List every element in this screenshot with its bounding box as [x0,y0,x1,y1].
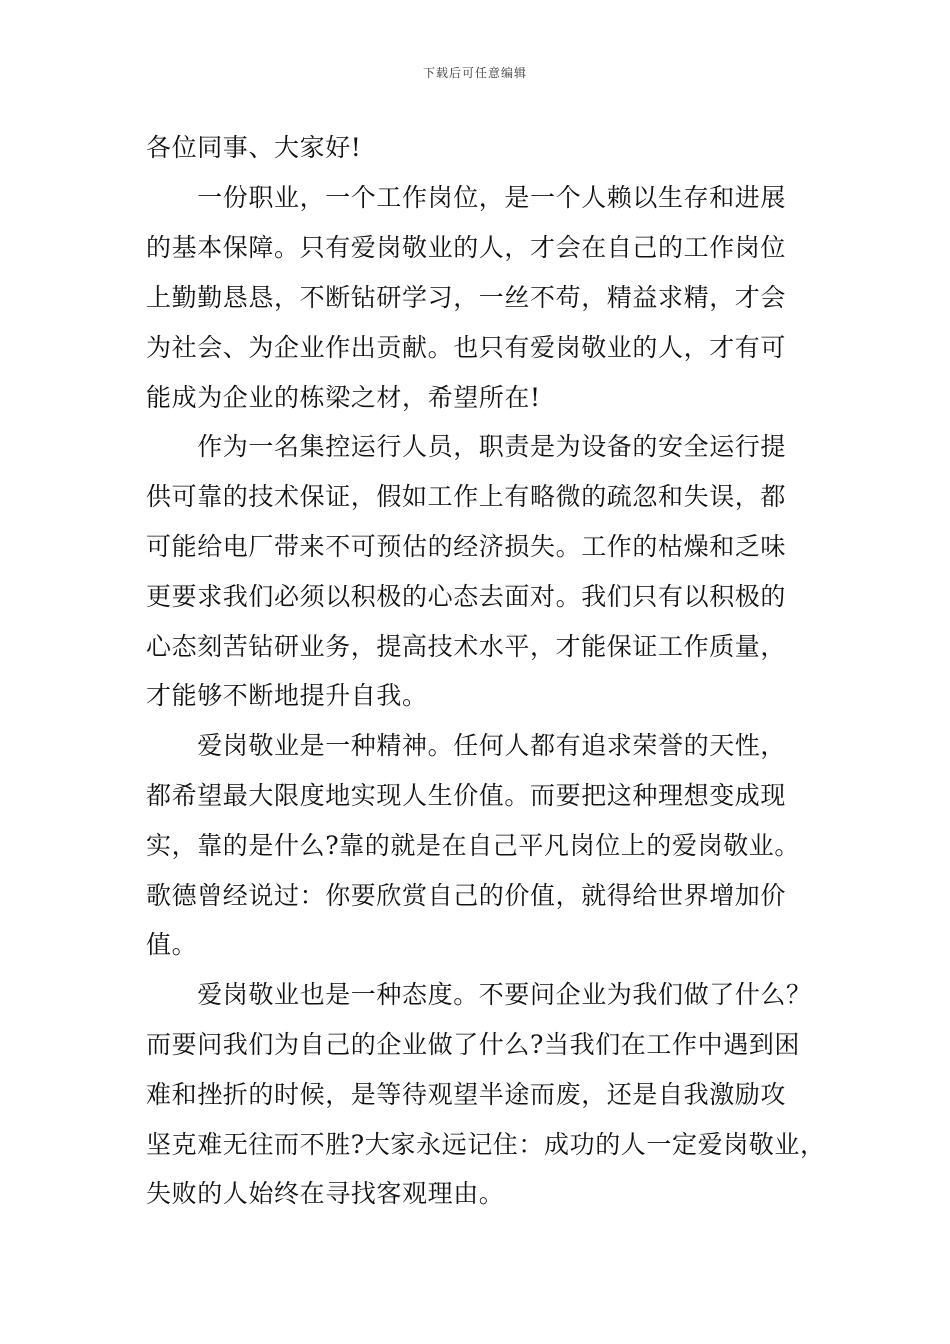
text-line: 而要问我们为自己的企业做了什么?当我们在工作中遇到困 [146,1030,801,1059]
text-line: 爱岗敬业是一种精神。任何人都有追求荣誉的天性， [146,731,787,760]
text-line: 实，靠的是什么?靠的就是在自己平凡岗位上的爱岗敬业。 [146,831,801,860]
text-line: 上勤勤恳恳，不断钻研学习，一丝不苟，精益求精，才会 [146,283,787,312]
text-line: 一份职业，一个工作岗位，是一个人赖以生存和进展 [146,183,787,212]
text-line: 为社会、为企业作出贡献。也只有爱岗敬业的人，才有可 [146,333,787,362]
text-line: 都希望最大限度地实现人生价值。而要把这种理想变成现 [146,781,787,810]
text-line: 值。 [146,930,198,959]
text-line: 失败的人始终在寻找客观理由。 [146,1179,505,1208]
text-line: 更要求我们必须以积极的心态去面对。我们只有以积极的 [146,582,787,611]
text-line: 才能够不断地提升自我。 [146,681,428,710]
text-line: 供可靠的技术保证，假如工作上有略微的疏忽和失误，都 [146,482,787,511]
text-line: 爱岗敬业也是一种态度。不要问企业为我们做了什么？ [146,980,812,1009]
text-line: 能成为企业的栋梁之材，希望所在! [146,383,541,412]
text-line: 难和挫折的时候，是等待观望半途而废，还是自我激励攻 [146,1080,787,1109]
text-line: 作为一名集控运行人员，职责是为设备的安全运行提 [146,432,787,461]
text-line: 坚克难无往而不胜?大家永远记住：成功的人一定爱岗敬业， [146,1130,826,1159]
page-header-note: 下载后可任意编辑 [422,66,527,80]
text-line: 各位同事、大家好! [146,133,362,162]
text-line: 心态刻苦钻研业务，提高技术水平，才能保证工作质量， [146,632,787,661]
text-line: 的基本保障。只有爱岗敬业的人，才会在自己的工作岗位 [146,233,787,262]
text-line: 歌德曾经说过：你要欣赏自己的价值，就得给世界增加价 [146,881,787,910]
text-line: 可能给电厂带来不可预估的经济损失。工作的枯燥和乏味 [146,532,787,561]
